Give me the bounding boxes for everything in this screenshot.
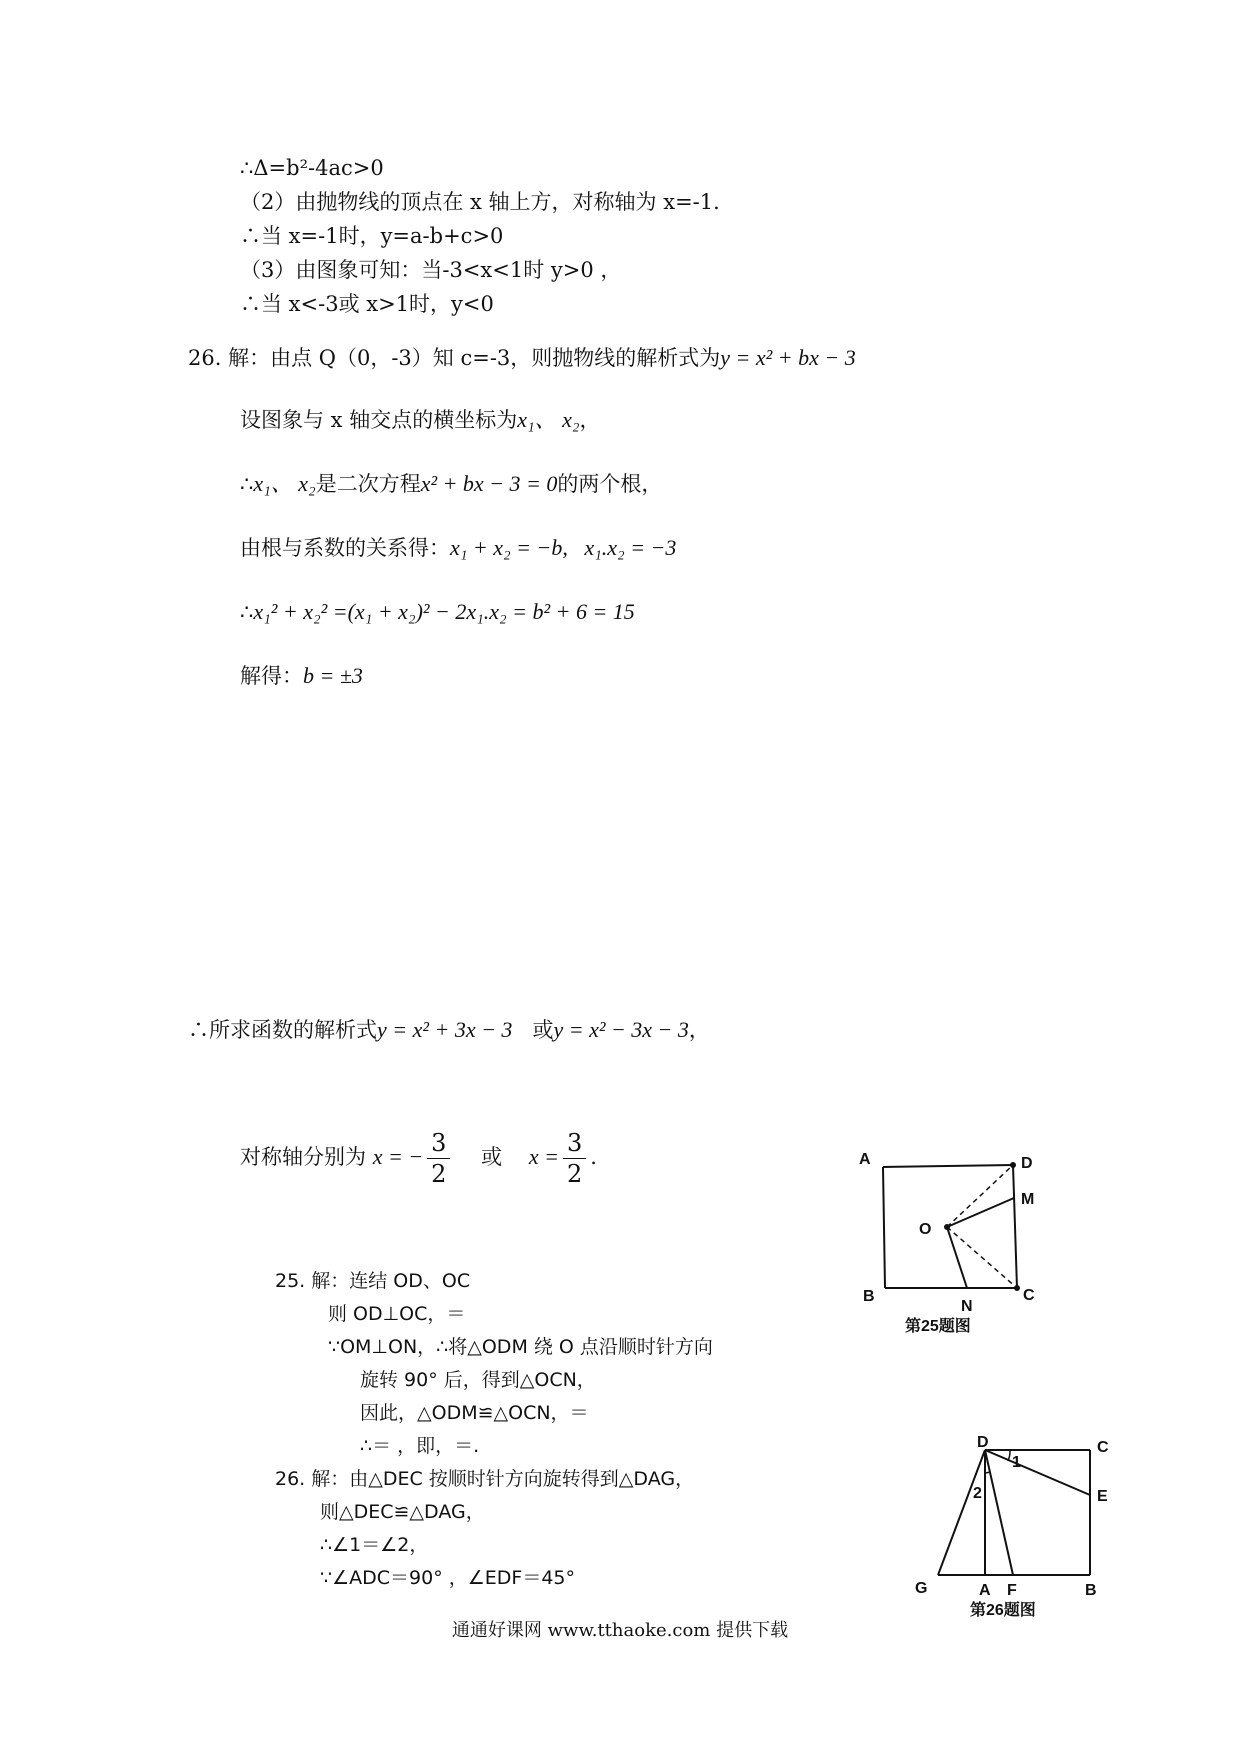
q25-line: 因此，△ODM≌△OCN，＝ xyxy=(360,1402,589,1424)
q26-line5-formula: x₁² + x₂² =(x₁ + x₂)² − 2x₁.x₂ = b² + 6 = 15 xyxy=(253,599,635,624)
axis-fraction xyxy=(427,1128,450,1189)
q26-line3-start: ∴ xyxy=(240,472,254,496)
fig26-segment-df xyxy=(985,1450,1013,1575)
figure-25 xyxy=(855,1145,1075,1340)
axis-fraction-num: 3 xyxy=(427,1128,450,1159)
conclusion-line xyxy=(188,1017,710,1043)
fig26-label-f: F xyxy=(1007,1582,1017,1599)
q26-line2-formula: x₁、 x₂ xyxy=(517,407,580,432)
axis-x-eq: x = − xyxy=(372,1144,424,1169)
fig25-edge-dc xyxy=(1013,1165,1017,1288)
q26b-line: 则△DEC≌△DAG， xyxy=(320,1501,485,1523)
axis-line xyxy=(240,1126,597,1189)
q26-line3 xyxy=(240,471,662,497)
q26-intro-line xyxy=(188,345,856,371)
q26-line4-formula: x₁ + x₂ = −b, x₁.x₂ = −3 xyxy=(450,535,677,560)
q26-line5 xyxy=(240,599,635,625)
q26-line5-start: ∴ xyxy=(240,600,254,624)
fig26-label-b: B xyxy=(1085,1582,1097,1599)
q26-line4-text: 由根与系数的关系得： xyxy=(240,536,450,560)
q26b-line: ∵∠ADC＝90° ，∠EDF＝45° xyxy=(320,1567,576,1589)
fig26-caption: 第26题图 xyxy=(970,1602,1036,1619)
q26b-line: 26. 解：由△DEC 按顺时针方向旋转得到△DAG， xyxy=(275,1468,695,1490)
q26-line3-formula-a: x₁、 x₂ xyxy=(253,471,316,496)
page-footer: 通通好课网 www.tthaoke.com 提供下载 xyxy=(451,1620,789,1641)
fig25-label-c: C xyxy=(1023,1287,1035,1304)
fig26-angle-1-arc xyxy=(1008,1450,1010,1461)
fig26-label-d: D xyxy=(977,1435,989,1451)
q26-line6-formula: b = ±3 xyxy=(303,663,363,688)
conclusion-end: ， xyxy=(688,1018,710,1042)
axis-fraction-den: 2 xyxy=(431,1160,447,1188)
q26-line3-end: 的两个根， xyxy=(557,472,663,496)
fig25-label-n: N xyxy=(961,1298,973,1315)
fig25-segment-om xyxy=(947,1198,1014,1227)
q26-intro-text: 26. 解：由点 Q（0，-3）知 c=-3，则抛物线的解析式为 xyxy=(188,346,721,370)
axis-text: 对称轴分别为 xyxy=(240,1145,366,1169)
fig25-label-o: O xyxy=(919,1221,932,1238)
axis-or: 或 xyxy=(481,1145,503,1169)
axis-x-eq2: x = xyxy=(528,1144,559,1169)
conclusion-formula-a: y = x² + 3x − 3 xyxy=(377,1017,513,1042)
fig25-point-d xyxy=(1010,1162,1016,1168)
axis-fraction2-den: 2 xyxy=(566,1160,583,1188)
fig25-point-c xyxy=(1014,1285,1020,1291)
fig25-label-a: A xyxy=(859,1151,871,1168)
q26-line6-text: 解得： xyxy=(240,664,303,688)
solution-line: ∴当 x=-1时，y=a-b+c>0 xyxy=(240,224,504,248)
q25-line: 25. 解：连结 OD、OC xyxy=(275,1270,471,1292)
q26-line6 xyxy=(240,663,363,689)
fig26-label-c: C xyxy=(1097,1439,1109,1456)
fig26-label-a: A xyxy=(979,1582,991,1599)
fig25-edge-ba xyxy=(883,1167,885,1288)
q26-intro-formula: y = x² + bx − 3 xyxy=(720,345,856,370)
fig25-label-m: M xyxy=(1021,1191,1035,1208)
q26-line4 xyxy=(240,535,676,561)
q25-line: 旋转 90° 后，得到△OCN， xyxy=(360,1369,596,1391)
q26-line3-mid: 是二次方程 xyxy=(315,472,421,496)
fig26-edge-gd xyxy=(938,1450,985,1575)
fig26-label-g: G xyxy=(915,1580,928,1597)
axis-fraction2-num: 3 xyxy=(563,1128,586,1159)
solution-line: ∴Δ=b²-4ac>0 xyxy=(240,156,384,180)
q25-line: 则 OD⊥OC，＝ xyxy=(328,1303,466,1325)
fig25-dashed-od xyxy=(947,1165,1013,1227)
fig25-label-d: D xyxy=(1021,1155,1033,1172)
q25-line: ∴＝ ，即，＝. xyxy=(360,1435,480,1457)
fig26-label-angle-2: 2 xyxy=(973,1485,982,1502)
fig25-edge-ad xyxy=(883,1165,1013,1167)
q25-line: ∵OM⊥ON，∴将△ODM 绕 O 点沿顺时针方向 xyxy=(328,1336,713,1358)
fig26-segment-de xyxy=(985,1450,1090,1495)
q26-line2-end: ， xyxy=(579,408,601,432)
solution-line: （2）由抛物线的顶点在 x 轴上方，对称轴为 x=-1. xyxy=(240,190,720,214)
conclusion-text: ∴所求函数的解析式 xyxy=(188,1018,377,1042)
q26b-line: ∴∠1＝∠2， xyxy=(320,1534,429,1556)
figure-26 xyxy=(905,1435,1120,1620)
fig26-label-angle-1: 1 xyxy=(1012,1454,1021,1471)
q26-line2 xyxy=(240,407,601,433)
solution-line: ∴当 x<-3或 x>1时，y<0 xyxy=(240,292,494,316)
axis-fraction2 xyxy=(563,1128,586,1189)
q26-line3-formula-b: x² + bx − 3 = 0 xyxy=(420,471,558,496)
axis-end: . xyxy=(590,1145,597,1169)
fig25-point-o xyxy=(944,1224,950,1230)
fig26-label-e: E xyxy=(1097,1488,1108,1505)
conclusion-or: 或 xyxy=(532,1018,554,1042)
solution-line: （3）由图象可知：当-3<x<1时 y>0 ， xyxy=(240,258,622,282)
q26-line2-text: 设图象与 x 轴交点的横坐标为 xyxy=(240,408,518,432)
fig25-label-b: B xyxy=(863,1288,875,1305)
conclusion-formula-b: y = x² − 3x − 3 xyxy=(553,1017,689,1042)
fig25-caption: 第25题图 xyxy=(905,1318,971,1335)
